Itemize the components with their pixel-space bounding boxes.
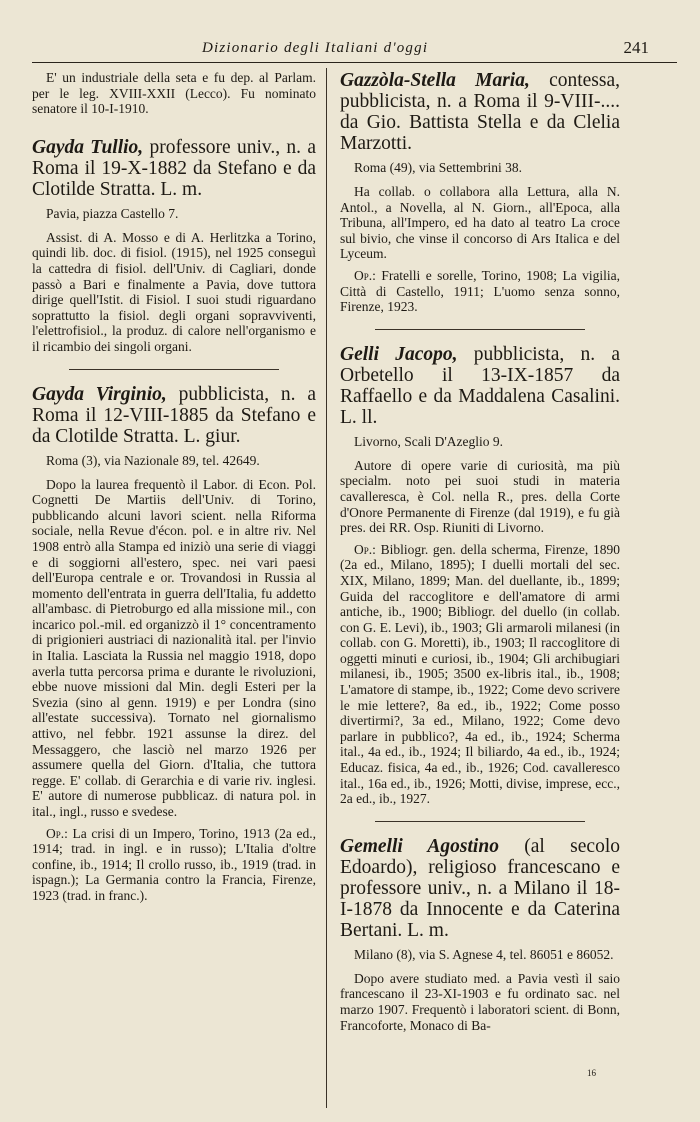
entry-heading [340,836,620,941]
entry-name: Gemelli Agostino [340,835,499,857]
entry-heading-rest: professore univ., n. a Roma il 19-X-1882 da Stefano e da Clotilde Stratta. L. m. [32,136,316,200]
left-column [32,70,316,904]
running-header [32,36,677,63]
entry-body: Ha collab. o collabora alla Lettura, alla N. Antol., a Novella, al N. Giorn., all'Epoca, alla Tribuna, all'Impero, ed ha dato al teatro La croce sul bivio, che vinse il concorso di Ars Italica e del Lyceum. [340,184,620,262]
entry-separator [375,821,585,822]
entry-heading [32,384,316,447]
entry-heading-rest: pubblicista, n. a Roma il 12-VIII-1885 da Stefano e da Clotilde Stratta. L. giur. [32,383,316,447]
entry-address: Roma (3), via Nazionale 89, tel. 42649. [46,452,260,468]
entry-address: Pavia, piazza Castello 7. [46,205,179,221]
entry-heading [32,137,316,200]
entry-name: Gazzòla-Stella Maria, [340,70,530,91]
entry-heading-rest: (al secolo Edoardo), religioso francescano e professore univ., n. a Milano il 18-I-1878 da Innocente e da Caterina Bertani. L. m. [340,835,620,941]
entry-heading [340,344,620,428]
works-list: Bibliogr. gen. della scherma, Firenze, 1890 (2a ed., Milano, 1895); I duelli mortali del sec. XIX, Milano, 1899; Man. del duellante, ib., 1899; Guida del raccoglitore e dell'amatore di armi antiche, ib., 1900; Bibliogr. del duello (in collab. con G. E. Levi), ib., 1903; Gli armaroli milanesi (in collab. con G. Moretti), ib., 1903; Il raccoglitore di oggetti minuti e curiosi, ib., 1904; Gli archibugiari milanesi, ib., 1905; 3500 ex-libris ital., ib., 1908; L'amatore di stampe, ib., 1922; Come devo scrivere le mie lettere?, 8a ed., ib., 1922; Come posso divertirmi?, 3a ed., Milano, 1922; Come devo parlare in pubblico?, 4a ed., ib., 1924; Scherma ital., 4a ed., ib., 1924; Il biliardo, 4a ed., ib., 1924; Educaz. fisica, 4a ed., ib., 1926; Cod. cavalleresco ital., 16a ed., ib., 1926; Motti, divise, imprese, ecc., 2a ed., ib., 1927. [340,541,620,807]
running-title: Dizionario degli Italiani d'oggi [202,40,429,56]
entry-heading [340,70,620,154]
entry-separator [69,369,279,370]
works-label: Op.: [354,267,376,283]
continuation-text: E' un industriale della seta e fu dep. al Parlam. per le leg. XVIII-XXII (Lecco). Fu nominato senatore il 10-I-1910. [32,70,316,117]
entry-works [340,268,620,315]
entry-gemelli-agostino [340,836,620,1033]
entry-separator [375,329,585,330]
entry-gazzola-stella [340,70,620,315]
entry-works [32,826,316,904]
folio-mark: 16 [587,1068,596,1078]
works-label: Op.: [354,541,376,557]
entry-body: Dopo avere studiato med. a Pavia vestì il saio francescano il 23-XI-1903 e fu ordinato sac. nel marzo 1907. Frequentò i laboratori scient. di Bonn, Francoforte, Monaco di Ba- [340,970,620,1033]
page-number: 241 [623,38,649,57]
entry-body: Assist. di A. Mosso e di A. Herlitzka a Torino, quindi lib. doc. di fisiol. (1915), nel 1925 conseguì la cattedra di fisiol. dell'Univ. di Cagliari, donde passò a Bari e finalmente a Pavia, dove tuttora dirige quell'Istit. di Fisiol. I suoi studi riguardano soprattutto la fisiol. degli organi sopravviventi, l'elettrofisiol., la produz. di calore nell'organismo e il ricambio dei singoli organi. [32,229,316,354]
entry-body: Autore di opere varie di curiosità, ma più specialm. noto pei suoi studi in materia cavalleresca, è Col. nella R., pres. della Corte d'Onore Permanente di Firenze (dal 1919), e fu già pres. dei RR. Osp. Riuniti di Livorno. [340,457,620,536]
right-column [340,70,620,1039]
entry-works [340,542,620,807]
entry-heading-rest: pubblicista, n. a Orbetello il 13-IX-1857 da Raffaello e da Maddalena Casalini. L. ll. [340,343,620,428]
entry-gayda-virginio [32,384,316,904]
works-list: Fratelli e sorelle, Torino, 1908; La vigilia, Città di Castello, 1911; L'uomo senza sonno, Firenze, 1923. [340,267,620,315]
entry-heading-rest: contessa, pubblicista, n. a Roma il 9-VIII-.... da Gio. Battista Stella e da Clelia Marzotti. [340,70,620,154]
entry-address: Milano (8), via S. Agnese 4, tel. 86051 e 86052. [354,946,614,962]
entry-name: Gayda Virginio, [32,383,167,405]
entry-gayda-tullio [32,137,316,355]
entry-name: Gelli Jacopo, [340,343,458,365]
works-list: La crisi di un Impero, Torino, 1913 (2a ed., 1914; trad. in ingl. e in russo); L'Italia d'oltre confine, ib., 1914; Il crollo russo, ib., 1919 (trad. in ispagn.); La Germania contro la Francia, Firenze, 1923 (trad. in franc.). [32,825,316,903]
column-divider [326,68,327,1108]
entry-address: Livorno, Scali D'Azeglio 9. [354,433,504,449]
works-label: Op.: [46,825,68,841]
entry-name: Gayda Tullio, [32,136,144,158]
entry-address: Roma (49), via Settembrini 38. [354,160,522,175]
entry-gelli-jacopo [340,344,620,807]
entry-body: Dopo la laurea frequentò il Labor. di Econ. Pol. Cognetti De Martiis dell'Univ. di Torino, pubblicando alcuni lavori scient. nella Riforma sociale, nella Revue d'écon. pol. e in altre riv. Nel 1908 entrò alla Stampa ed iniziò una serie di viaggi e di soggiorni all'estero, spec. nei vari paesi dell'Europa centrale e or. Trovandosi in Russia al momento dell'entrata in guerra dell'Italia, fu addetto all'ambasc. di Pietroburgo ed alla missione mil., con incarico pol.-mil. ed organizzò il 1° concentramento di prigionieri austriaci di nazionalità ital. per l'invio in Italia. Lasciata la Russia nel maggio 1918, dopo averla tutta percorsa prima e durante le rivoluzioni, ebbe nuove missioni dal Min. degli Esteri per la Svezia (sino al genn. 1919) e per Londra (sino all'estate successiva). Tornato nel giornalismo attivo, nel febbr. 1921 assunse la direz. del Messaggero, che lasciò nel marzo 1926 per assumere quella del Giorn. d'Italia, che tuttora regge. E' collab. di Gerarchia e di varie riv. inglesi. E' autore di numerose pubblicaz. di natura pol. in ital., ingl., russo e svedese. [32,476,316,819]
